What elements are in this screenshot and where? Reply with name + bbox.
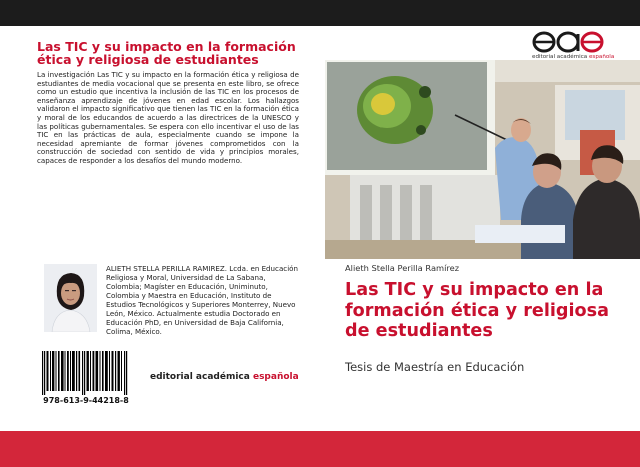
bottom-bar (0, 431, 640, 467)
logo-caption-accent: española (588, 54, 615, 60)
cover-photo-classroom (325, 60, 640, 259)
publisher-name-main: editorial académica (150, 372, 253, 382)
back-cover-title: Las TIC y su impacto en la formación ética y religiosa de estudiantes (37, 39, 296, 67)
isbn-number: 978-613-9-44218-8 (43, 396, 129, 405)
front-cover-author: Alieth Stella Perilla Ramírez (345, 263, 460, 273)
front-cover-subtitle: Tesis de Maestría en Educación (345, 360, 525, 374)
author-bio: ALIETH STELLA PERILLA RAMIREZ. Lcda. en Educación Religiosa y Moral, Universidad de La Sabana, Colombia; Magíster en Educación, Uniminuto, Colombia y Maestra en Educación, Instituto de Estudios Tecnológicos y Superiores Monterrey, Nuevo León, México. Actualmente estudia Doctorado en Educación PhD, en Universidad de Baja California, Colima, México. (106, 264, 298, 336)
publisher-name-accent: española (252, 372, 299, 382)
top-bar (0, 0, 640, 26)
logo-caption-main: editorial académica (532, 54, 589, 60)
front-cover-title: Las TIC y su impacto en la formación ética y religiosa de estudiantes (345, 280, 609, 341)
back-cover-blurb: La investigación Las TIC y su impacto en la formación ética y religiosa de estudiantes de media vocacional que se presenta en este libro, se ofrece como un estudio que incentiva la inclusión de las TIC en los procesos de enseñanza aprendizaje de jóvenes en edad escolar. Los hallazgos validaron el impacto significativo que tienen las TIC en la formación ética y moral de los educandos de acuerdo a las directrices de la UNESCO y las políticas gubernamentales. Se espera con ello incentivar el uso de las TIC en las prácticas de aula, especialmente cuando se impone la necesidad apremiante de formar jóvenes comprometidos con la construcción de sociedad con sentido de vida y principios morales, capaces de responder a los desafíos del mundo moderno. (37, 70, 299, 165)
isbn-barcode (37, 349, 135, 407)
back-publisher-name (150, 372, 299, 382)
author-photo (44, 264, 97, 332)
